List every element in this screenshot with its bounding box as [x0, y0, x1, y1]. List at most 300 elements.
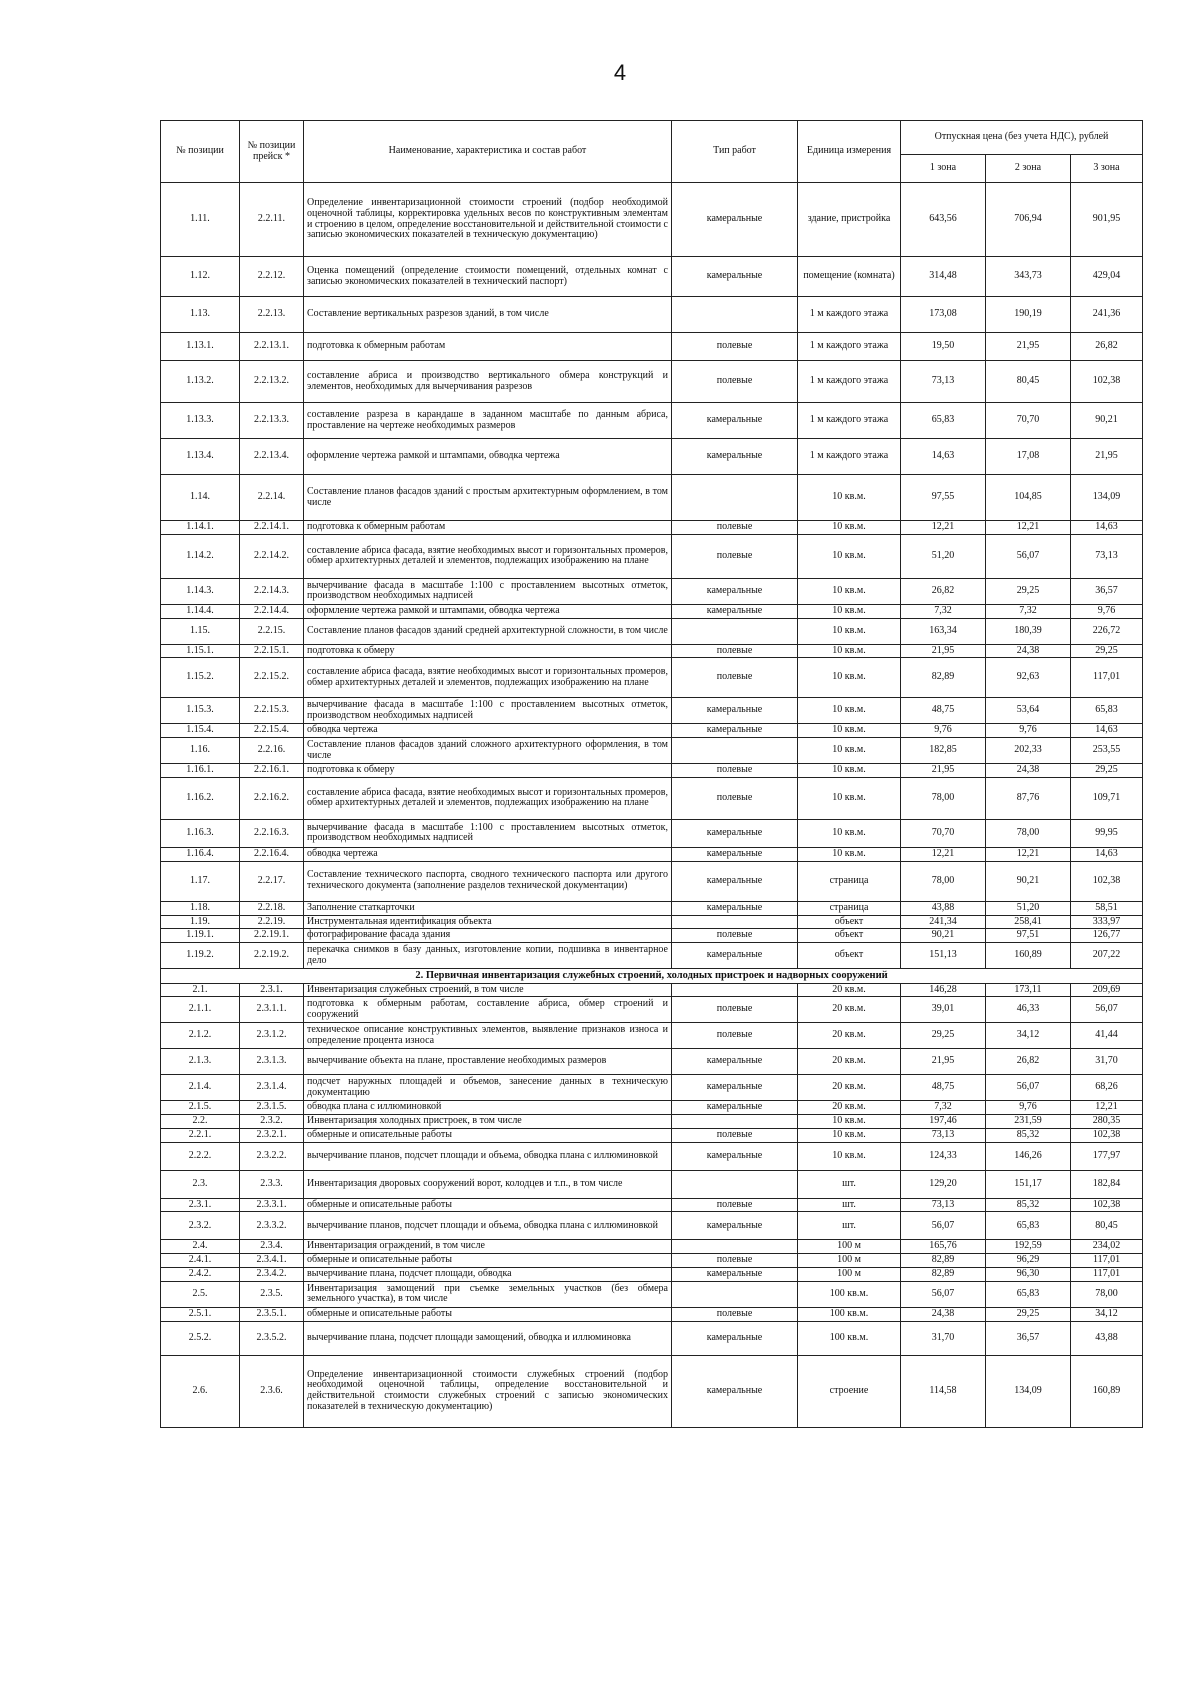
row-work-type: камеральные [672, 1101, 798, 1115]
row-price-zone-3: 177,97 [1071, 1142, 1143, 1170]
row-unit: 100 кв.м. [798, 1307, 901, 1321]
row-work-type: камеральные [672, 1268, 798, 1282]
row-work-type: полевые [672, 521, 798, 535]
row-price-zone-3: 90,21 [1071, 403, 1143, 439]
table-row [161, 929, 1143, 943]
row-work-name: обмерные и описательные работы [304, 1254, 672, 1268]
row-unit: страница [798, 861, 901, 901]
row-pos-no: 1.16.3. [161, 819, 240, 847]
row-work-name: техническое описание конструктивных элементов, выявление признаков износа и определение процента износа [304, 1023, 672, 1049]
row-work-type: камеральные [672, 1075, 798, 1101]
row-unit: помещение (комната) [798, 257, 901, 297]
row-price-zone-2: 96,29 [986, 1254, 1071, 1268]
row-price-zone-1: 165,76 [901, 1240, 986, 1254]
row-price-list-no: 2.3.5. [240, 1281, 304, 1307]
row-price-zone-3: 58,51 [1071, 901, 1143, 915]
row-unit: 10 кв.м. [798, 618, 901, 644]
row-pos-no: 1.15. [161, 618, 240, 644]
row-price-zone-3: 234,02 [1071, 1240, 1143, 1254]
row-price-zone-3: 29,25 [1071, 764, 1143, 778]
row-price-list-no: 2.3.3.2. [240, 1212, 304, 1240]
row-work-name: составление разреза в карандаше в заданном масштабе по данным абриса, проставление на чертеже необходимых размеров [304, 403, 672, 439]
row-price-list-no: 2.2.13.3. [240, 403, 304, 439]
table-row [161, 1198, 1143, 1212]
row-unit: 100 кв.м. [798, 1281, 901, 1307]
row-pos-no: 1.19.1. [161, 929, 240, 943]
table-row [161, 983, 1143, 997]
price-table-body [161, 183, 1143, 1428]
row-price-zone-1: 241,34 [901, 915, 986, 929]
row-price-zone-3: 102,38 [1071, 861, 1143, 901]
row-unit: 10 кв.м. [798, 847, 901, 861]
row-work-type: камеральные [672, 578, 798, 604]
row-unit: 100 м [798, 1254, 901, 1268]
header-zone-1: 1 зона [901, 155, 986, 183]
table-row [161, 819, 1143, 847]
table-row [161, 777, 1143, 819]
row-pos-no: 1.15.1. [161, 644, 240, 658]
row-price-list-no: 2.3.1.3. [240, 1049, 304, 1075]
row-price-list-no: 2.2.12. [240, 257, 304, 297]
row-work-type: полевые [672, 764, 798, 778]
row-work-name: вычерчивание фасада в масштабе 1:100 с проставлением высотных отметок, производством необходимых надписей [304, 819, 672, 847]
row-price-zone-2: 34,12 [986, 1023, 1071, 1049]
row-work-type: камеральные [672, 1355, 798, 1427]
table-row [161, 658, 1143, 698]
table-row [161, 1212, 1143, 1240]
row-price-zone-1: 82,89 [901, 1254, 986, 1268]
row-unit: 1 м каждого этажа [798, 333, 901, 361]
row-price-zone-1: 97,55 [901, 475, 986, 521]
row-price-zone-3: 9,76 [1071, 604, 1143, 618]
row-price-zone-1: 51,20 [901, 534, 986, 578]
row-price-list-no: 2.3.2.1. [240, 1128, 304, 1142]
row-work-name: обмерные и описательные работы [304, 1307, 672, 1321]
row-price-zone-3: 280,35 [1071, 1115, 1143, 1129]
row-price-zone-1: 56,07 [901, 1212, 986, 1240]
table-row [161, 183, 1143, 257]
row-work-name: Инвентаризация замощений при съемке земельных участков (без обмера земельного участка), в том числе [304, 1281, 672, 1307]
row-work-type [672, 738, 798, 764]
row-price-list-no: 2.2.14.4. [240, 604, 304, 618]
row-price-zone-1: 43,88 [901, 901, 986, 915]
table-row [161, 943, 1143, 969]
row-pos-no: 2.2.2. [161, 1142, 240, 1170]
row-price-zone-2: 46,33 [986, 997, 1071, 1023]
row-price-zone-2: 190,19 [986, 297, 1071, 333]
table-row [161, 439, 1143, 475]
row-price-zone-2: 56,07 [986, 534, 1071, 578]
row-price-list-no: 2.2.13.1. [240, 333, 304, 361]
row-pos-no: 2.5.2. [161, 1321, 240, 1355]
row-unit: строение [798, 1355, 901, 1427]
table-row [161, 738, 1143, 764]
table-row [161, 604, 1143, 618]
row-price-zone-1: 197,46 [901, 1115, 986, 1129]
row-work-type: камеральные [672, 943, 798, 969]
row-price-zone-3: 12,21 [1071, 1101, 1143, 1115]
row-work-type: полевые [672, 1307, 798, 1321]
row-work-name: Инструментальная идентификация объекта [304, 915, 672, 929]
row-pos-no: 1.16.1. [161, 764, 240, 778]
row-price-list-no: 2.3.1.1. [240, 997, 304, 1023]
row-price-list-no: 2.3.1.2. [240, 1023, 304, 1049]
row-price-zone-3: 21,95 [1071, 439, 1143, 475]
row-work-name: Оценка помещений (определение стоимости помещений, отдельных комнат с записью экономических показателей в технический паспорт) [304, 257, 672, 297]
row-price-zone-2: 258,41 [986, 915, 1071, 929]
row-price-list-no: 2.3.1.4. [240, 1075, 304, 1101]
row-work-name: Инвентаризация холодных пристроек, в том числе [304, 1115, 672, 1129]
row-unit: 100 кв.м. [798, 1321, 901, 1355]
row-work-type [672, 1240, 798, 1254]
row-pos-no: 2.3.1. [161, 1198, 240, 1212]
row-work-type: камеральные [672, 1321, 798, 1355]
row-price-zone-2: 29,25 [986, 1307, 1071, 1321]
row-work-name: Определение инвентаризационной стоимости служебных строений (подбор необходимой оценочной таблицы, определение восстановительной и действительной стоимости служебных строений с записью экономических показателей в техническую документацию) [304, 1355, 672, 1427]
row-work-name: вычерчивание планов, подсчет площади и объема, обводка плана с иллюминовкой [304, 1212, 672, 1240]
row-price-list-no: 2.2.15.1. [240, 644, 304, 658]
page-number: 4 [613, 60, 627, 85]
row-price-zone-3: 253,55 [1071, 738, 1143, 764]
row-pos-no: 1.14.4. [161, 604, 240, 618]
row-price-zone-1: 39,01 [901, 997, 986, 1023]
row-unit: 1 м каждого этажа [798, 439, 901, 475]
table-row [161, 764, 1143, 778]
row-price-zone-3: 68,26 [1071, 1075, 1143, 1101]
row-work-name: составление абриса фасада, взятие необходимых высот и горизонтальных промеров, обмер архитектурных деталей и элементов, подлежащих изображению на плане [304, 658, 672, 698]
row-unit: 10 кв.м. [798, 764, 901, 778]
row-work-name: обводка плана с иллюминовкой [304, 1101, 672, 1115]
row-price-zone-3: 901,95 [1071, 183, 1143, 257]
row-work-type: полевые [672, 361, 798, 403]
row-price-zone-2: 24,38 [986, 764, 1071, 778]
row-unit: здание, пристройка [798, 183, 901, 257]
row-price-zone-3: 117,01 [1071, 1268, 1143, 1282]
row-price-zone-1: 151,13 [901, 943, 986, 969]
table-row [161, 534, 1143, 578]
row-price-zone-2: 85,32 [986, 1198, 1071, 1212]
row-pos-no: 2.6. [161, 1355, 240, 1427]
row-work-type: камеральные [672, 1212, 798, 1240]
header-zone-2: 2 зона [986, 155, 1071, 183]
table-row [161, 297, 1143, 333]
row-work-type: камеральные [672, 861, 798, 901]
row-price-zone-3: 209,69 [1071, 983, 1143, 997]
row-price-zone-1: 129,20 [901, 1170, 986, 1198]
row-work-name: Инвентаризация ограждений, в том числе [304, 1240, 672, 1254]
row-work-type: полевые [672, 1254, 798, 1268]
header-unit: Единица измерения [798, 121, 901, 183]
row-unit: 20 кв.м. [798, 983, 901, 997]
row-price-zone-3: 241,36 [1071, 297, 1143, 333]
row-pos-no: 1.11. [161, 183, 240, 257]
row-price-zone-1: 31,70 [901, 1321, 986, 1355]
row-price-list-no: 2.3.3.1. [240, 1198, 304, 1212]
row-pos-no: 2.2.1. [161, 1128, 240, 1142]
row-pos-no: 1.16.4. [161, 847, 240, 861]
table-row [161, 698, 1143, 724]
row-price-list-no: 2.2.19.1. [240, 929, 304, 943]
row-unit: объект [798, 929, 901, 943]
row-price-zone-3: 102,38 [1071, 1128, 1143, 1142]
price-table-container [160, 120, 1142, 1428]
row-pos-no: 1.17. [161, 861, 240, 901]
row-work-type: полевые [672, 777, 798, 819]
row-unit: 10 кв.м. [798, 738, 901, 764]
row-price-zone-3: 182,84 [1071, 1170, 1143, 1198]
row-price-list-no: 2.3.3. [240, 1170, 304, 1198]
row-work-name: подготовка к обмеру [304, 764, 672, 778]
row-work-name: обмерные и описательные работы [304, 1198, 672, 1212]
row-unit: шт. [798, 1198, 901, 1212]
row-work-name: Составление технического паспорта, сводного технического паспорта или другого технического документа (заполнение разделов технической документации) [304, 861, 672, 901]
row-work-name: Составление планов фасадов зданий с простым архитектурным оформлением, в том числе [304, 475, 672, 521]
row-price-zone-3: 34,12 [1071, 1307, 1143, 1321]
row-price-zone-2: 134,09 [986, 1355, 1071, 1427]
table-row [161, 1307, 1143, 1321]
row-work-name: подсчет наружных площадей и объемов, занесение данных в техническую документацию [304, 1075, 672, 1101]
section-title: 2. Первичная инвентаризация служебных строений, холодных пристроек и надворных сооружений [161, 969, 1143, 983]
row-price-list-no: 2.2.16.4. [240, 847, 304, 861]
table-row [161, 1128, 1143, 1142]
row-pos-no: 2.3.2. [161, 1212, 240, 1240]
row-price-zone-2: 85,32 [986, 1128, 1071, 1142]
row-price-zone-2: 146,26 [986, 1142, 1071, 1170]
row-price-list-no: 2.2.13.4. [240, 439, 304, 475]
row-price-list-no: 2.2.19.2. [240, 943, 304, 969]
row-work-type: камеральные [672, 698, 798, 724]
row-price-list-no: 2.2.15.2. [240, 658, 304, 698]
row-work-name: фотографирование фасада здания [304, 929, 672, 943]
row-work-type: полевые [672, 1023, 798, 1049]
row-work-type: полевые [672, 1128, 798, 1142]
row-unit: 10 кв.м. [798, 658, 901, 698]
row-price-zone-3: 41,44 [1071, 1023, 1143, 1049]
row-pos-no: 1.14.3. [161, 578, 240, 604]
table-row [161, 361, 1143, 403]
row-price-zone-2: 65,83 [986, 1281, 1071, 1307]
row-work-type: камеральные [672, 604, 798, 618]
row-work-name: Инвентаризация дворовых сооружений ворот, колодцев и т.п., в том числе [304, 1170, 672, 1198]
table-row [161, 1142, 1143, 1170]
row-price-zone-2: 706,94 [986, 183, 1071, 257]
row-pos-no: 1.14.2. [161, 534, 240, 578]
row-price-zone-1: 146,28 [901, 983, 986, 997]
row-work-type: камеральные [672, 1049, 798, 1075]
row-work-type: полевые [672, 658, 798, 698]
table-row [161, 1240, 1143, 1254]
row-work-name: вычерчивание фасада в масштабе 1:100 с проставлением высотных отметок, производством необходимых надписей [304, 698, 672, 724]
table-row [161, 1281, 1143, 1307]
row-price-zone-2: 9,76 [986, 724, 1071, 738]
row-pos-no: 1.13.4. [161, 439, 240, 475]
row-pos-no: 1.19.2. [161, 943, 240, 969]
table-row [161, 1355, 1143, 1427]
row-work-type [672, 1115, 798, 1129]
row-price-zone-1: 114,58 [901, 1355, 986, 1427]
row-work-name: Заполнение статкарточки [304, 901, 672, 915]
table-row [161, 521, 1143, 535]
row-work-name: перекачка снимков в базу данных, изготовление копии, подшивка в инвентарное дело [304, 943, 672, 969]
row-work-type: камеральные [672, 847, 798, 861]
row-price-list-no: 2.3.2. [240, 1115, 304, 1129]
row-work-type [672, 618, 798, 644]
row-pos-no: 1.18. [161, 901, 240, 915]
row-price-zone-2: 92,63 [986, 658, 1071, 698]
row-pos-no: 1.13.2. [161, 361, 240, 403]
row-pos-no: 1.13. [161, 297, 240, 333]
row-pos-no: 1.16. [161, 738, 240, 764]
row-price-zone-3: 102,38 [1071, 1198, 1143, 1212]
row-price-list-no: 2.3.4.2. [240, 1268, 304, 1282]
table-row [161, 1023, 1143, 1049]
row-work-type: полевые [672, 1198, 798, 1212]
row-pos-no: 1.14.1. [161, 521, 240, 535]
row-price-zone-2: 53,64 [986, 698, 1071, 724]
row-unit: 1 м каждого этажа [798, 361, 901, 403]
row-price-list-no: 2.2.14. [240, 475, 304, 521]
row-work-type [672, 983, 798, 997]
row-pos-no: 2.1.1. [161, 997, 240, 1023]
row-unit: 10 кв.м. [798, 604, 901, 618]
header-pos-no: № позиции [161, 121, 240, 183]
row-unit: 10 кв.м. [798, 475, 901, 521]
table-row [161, 1075, 1143, 1101]
row-unit: 20 кв.м. [798, 1049, 901, 1075]
section-row [161, 969, 1143, 983]
row-price-zone-3: 134,09 [1071, 475, 1143, 521]
row-work-name: вычерчивание плана, подсчет площади, обводка [304, 1268, 672, 1282]
row-work-name: подготовка к обмерным работам, составление абриса, обмер строений и сооружений [304, 997, 672, 1023]
table-row [161, 1115, 1143, 1129]
row-price-zone-1: 29,25 [901, 1023, 986, 1049]
row-price-list-no: 2.2.16. [240, 738, 304, 764]
row-price-list-no: 2.3.5.2. [240, 1321, 304, 1355]
row-work-type: полевые [672, 333, 798, 361]
row-price-zone-2: 70,70 [986, 403, 1071, 439]
row-price-list-no: 2.2.15.4. [240, 724, 304, 738]
row-unit: 10 кв.м. [798, 1128, 901, 1142]
row-price-zone-2: 9,76 [986, 1101, 1071, 1115]
table-row [161, 1254, 1143, 1268]
row-work-name: составление абриса фасада, взятие необходимых высот и горизонтальных промеров, обмер архитектурных деталей и элементов, подлежащих изображению на плане [304, 534, 672, 578]
row-price-zone-1: 48,75 [901, 1075, 986, 1101]
row-work-type: камеральные [672, 819, 798, 847]
row-pos-no: 1.15.3. [161, 698, 240, 724]
row-price-zone-1: 65,83 [901, 403, 986, 439]
row-unit: шт. [798, 1170, 901, 1198]
row-price-list-no: 2.2.18. [240, 901, 304, 915]
row-unit: страница [798, 901, 901, 915]
row-work-name: вычерчивание планов, подсчет площади и объема, обводка плана с иллюминовкой [304, 1142, 672, 1170]
row-price-zone-3: 429,04 [1071, 257, 1143, 297]
row-unit: 10 кв.м. [798, 578, 901, 604]
row-pos-no: 1.12. [161, 257, 240, 297]
table-row [161, 403, 1143, 439]
row-work-type [672, 1281, 798, 1307]
row-work-name: вычерчивание плана, подсчет площади замощений, обводка и иллюминовка [304, 1321, 672, 1355]
row-price-zone-2: 180,39 [986, 618, 1071, 644]
row-unit: 1 м каждого этажа [798, 403, 901, 439]
row-unit: 10 кв.м. [798, 534, 901, 578]
row-price-zone-3: 117,01 [1071, 658, 1143, 698]
row-work-type: камеральные [672, 724, 798, 738]
row-price-zone-1: 73,13 [901, 361, 986, 403]
row-unit: объект [798, 943, 901, 969]
row-price-list-no: 2.3.6. [240, 1355, 304, 1427]
row-work-type [672, 475, 798, 521]
row-price-zone-3: 29,25 [1071, 644, 1143, 658]
row-price-zone-3: 31,70 [1071, 1049, 1143, 1075]
row-price-zone-1: 314,48 [901, 257, 986, 297]
row-work-name: составление абриса фасада, взятие необходимых высот и горизонтальных промеров, обмер архитектурных деталей и элементов, подлежащих изображению на плане [304, 777, 672, 819]
row-price-zone-3: 226,72 [1071, 618, 1143, 644]
row-pos-no: 2.4. [161, 1240, 240, 1254]
row-work-name: вычерчивание фасада в масштабе 1:100 с проставлением высотных отметок, производством необходимых надписей [304, 578, 672, 604]
table-row [161, 1321, 1143, 1355]
row-price-zone-1: 9,76 [901, 724, 986, 738]
row-price-list-no: 2.3.2.2. [240, 1142, 304, 1170]
header-work-name: Наименование, характеристика и состав работ [304, 121, 672, 183]
row-work-name: Определение инвентаризационной стоимости строений (подбор необходимой оценочной таблицы, корректировка удельных весов по конструктивным элементам и строению в целом, определение восстановительной и действительной стоимости с записью экономических показателей в техническую документацию) [304, 183, 672, 257]
table-row [161, 861, 1143, 901]
table-row [161, 257, 1143, 297]
row-work-type [672, 1170, 798, 1198]
row-price-zone-2: 12,21 [986, 521, 1071, 535]
row-unit: 10 кв.м. [798, 1142, 901, 1170]
price-table [160, 120, 1143, 1428]
row-price-zone-1: 12,21 [901, 521, 986, 535]
row-price-zone-3: 126,77 [1071, 929, 1143, 943]
row-work-type: камеральные [672, 901, 798, 915]
row-price-zone-3: 14,63 [1071, 521, 1143, 535]
row-price-list-no: 2.3.1. [240, 983, 304, 997]
row-price-zone-1: 24,38 [901, 1307, 986, 1321]
row-price-zone-1: 173,08 [901, 297, 986, 333]
row-work-type: камеральные [672, 183, 798, 257]
table-row [161, 847, 1143, 861]
row-price-zone-2: 90,21 [986, 861, 1071, 901]
row-price-zone-2: 192,59 [986, 1240, 1071, 1254]
row-price-zone-2: 17,08 [986, 439, 1071, 475]
row-price-zone-1: 82,89 [901, 1268, 986, 1282]
row-price-zone-2: 24,38 [986, 644, 1071, 658]
row-pos-no: 2.4.1. [161, 1254, 240, 1268]
row-price-zone-1: 26,82 [901, 578, 986, 604]
row-price-zone-1: 12,21 [901, 847, 986, 861]
row-price-zone-2: 231,59 [986, 1115, 1071, 1129]
row-work-type: полевые [672, 644, 798, 658]
row-unit: 100 м [798, 1268, 901, 1282]
row-price-zone-3: 65,83 [1071, 698, 1143, 724]
row-price-zone-3: 14,63 [1071, 847, 1143, 861]
row-unit: 10 кв.м. [798, 1115, 901, 1129]
table-row [161, 1268, 1143, 1282]
row-price-zone-1: 78,00 [901, 861, 986, 901]
row-unit: 20 кв.м. [798, 1075, 901, 1101]
row-work-name: подготовка к обмерным работам [304, 333, 672, 361]
row-price-zone-2: 96,30 [986, 1268, 1071, 1282]
table-row [161, 1049, 1143, 1075]
row-unit: 10 кв.м. [798, 777, 901, 819]
row-price-zone-2: 36,57 [986, 1321, 1071, 1355]
row-price-zone-3: 56,07 [1071, 997, 1143, 1023]
row-price-zone-2: 173,11 [986, 983, 1071, 997]
row-price-zone-1: 48,75 [901, 698, 986, 724]
row-work-name: вычерчивание объекта на плане, проставление необходимых размеров [304, 1049, 672, 1075]
row-price-zone-2: 97,51 [986, 929, 1071, 943]
row-pos-no: 2.5. [161, 1281, 240, 1307]
